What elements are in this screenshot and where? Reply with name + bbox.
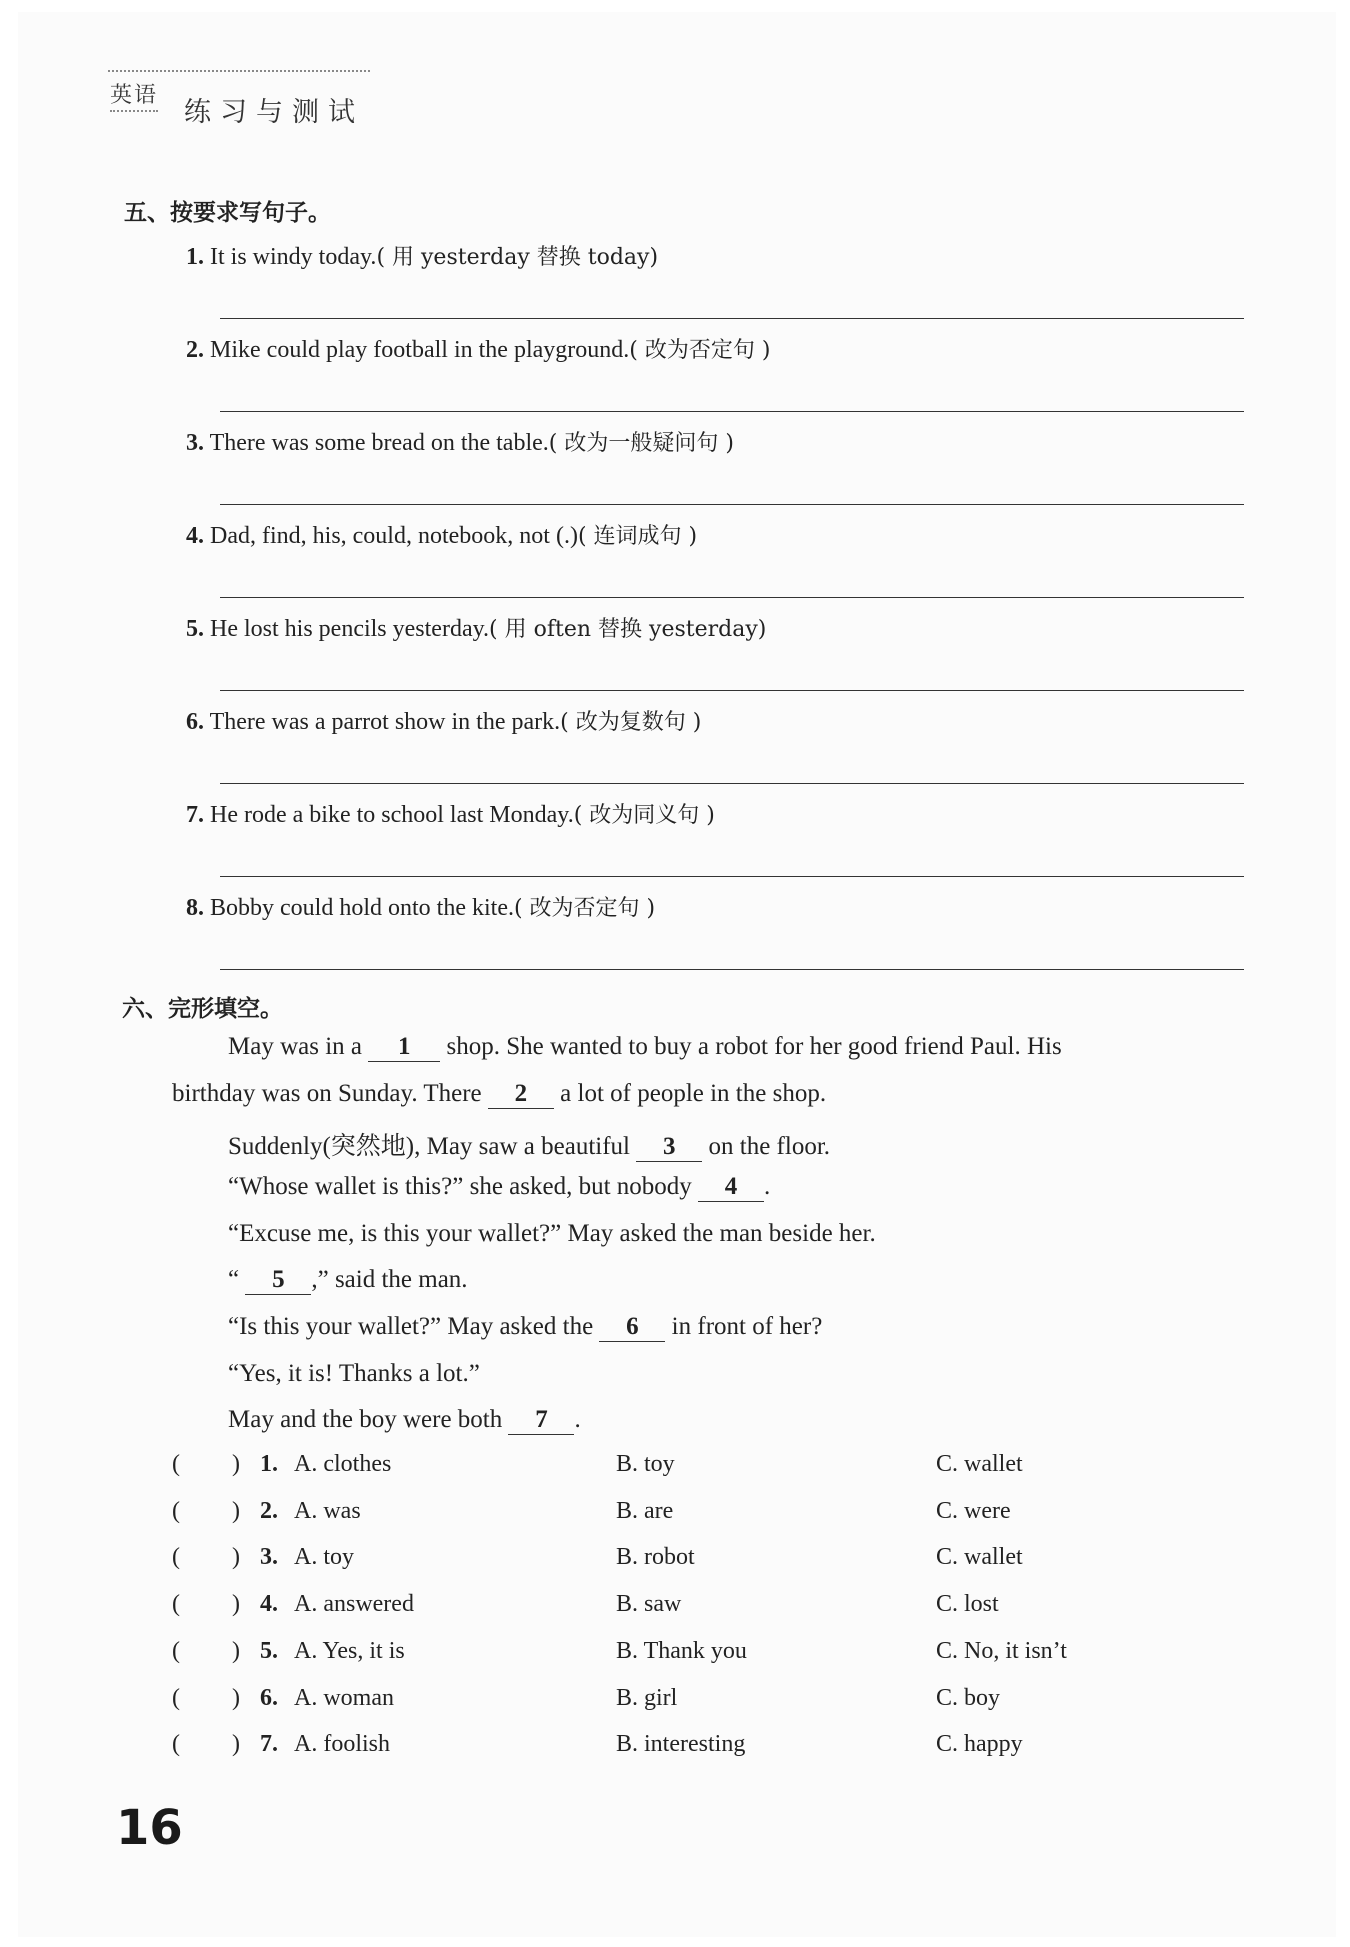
sentence-item <box>186 519 697 550</box>
answer-line[interactable] <box>220 783 1244 784</box>
item-number: 8. <box>186 895 204 921</box>
answer-paren-close[interactable]: ) <box>232 1591 240 1618</box>
item-number: 7. <box>186 802 204 828</box>
option-c: C. happy <box>936 1731 1023 1758</box>
item-number: 2. <box>186 337 204 363</box>
option-a: A. answered <box>294 1591 414 1618</box>
blank-4: 4 <box>698 1173 764 1202</box>
answer-line[interactable] <box>220 876 1244 877</box>
option-b: B. toy <box>616 1451 675 1477</box>
passage-line-4: “Whose wallet is this?” she asked, but nobody 4 . <box>228 1173 771 1200</box>
item-sentence: It is windy today. <box>210 244 377 270</box>
option-row <box>172 1591 1172 1625</box>
sentence-item <box>186 333 770 364</box>
answer-paren-close[interactable]: ) <box>232 1497 240 1524</box>
item-instruction: ( 改为一般疑问句 ) <box>548 431 734 456</box>
option-number: 7. <box>260 1731 278 1758</box>
item-number: 4. <box>186 523 204 549</box>
item-sentence: There was some bread on the table. <box>209 430 549 456</box>
item-instruction: ( 改为同义句 ) <box>573 803 715 828</box>
page-number: 16 <box>116 1800 183 1856</box>
answer-line[interactable] <box>220 411 1244 412</box>
option-number: 6. <box>260 1684 278 1711</box>
option-a: A. toy <box>294 1544 354 1571</box>
option-row <box>172 1451 1172 1485</box>
answer-paren-close[interactable]: ) <box>232 1731 240 1758</box>
sentence-item <box>186 612 766 643</box>
item-instruction: ( 改为否定句 ) <box>629 338 771 363</box>
sentence-item <box>186 240 658 271</box>
option-b: B. saw <box>616 1591 682 1618</box>
answer-line[interactable] <box>220 318 1244 319</box>
sentence-item <box>186 891 655 922</box>
item-number: 5. <box>186 616 204 642</box>
answer-paren-open[interactable]: ( <box>172 1684 180 1711</box>
answer-paren-open[interactable]: ( <box>172 1544 180 1571</box>
option-c: C. wallet <box>936 1451 1023 1477</box>
passage-line-8: “Yes, it is! Thanks a lot.” <box>228 1360 480 1387</box>
blank-6: 6 <box>599 1313 665 1342</box>
option-number: 1. <box>260 1451 278 1477</box>
section6-title: 六、完形填空。 <box>122 996 283 1022</box>
sentence-item <box>186 426 734 457</box>
item-sentence: Dad, find, his, could, notebook, not (.) <box>210 523 578 549</box>
option-a: A. foolish <box>294 1731 390 1758</box>
option-a: A. Yes, it is <box>294 1637 405 1664</box>
option-c: C. No, it isn’t <box>936 1637 1067 1664</box>
item-instruction: ( 用 often 替换 yesterday) <box>489 617 767 642</box>
option-number: 2. <box>260 1497 278 1524</box>
option-b: B. Thank you <box>616 1637 747 1664</box>
option-number: 4. <box>260 1591 278 1618</box>
option-row <box>172 1544 1172 1578</box>
item-instruction: ( 用 yesterday 替换 today) <box>376 245 659 270</box>
item-instruction: ( 改为否定句 ) <box>513 896 656 921</box>
option-b: B. girl <box>616 1684 678 1711</box>
option-row <box>172 1731 1172 1765</box>
option-c: C. wallet <box>936 1544 1023 1571</box>
answer-line[interactable] <box>220 690 1244 691</box>
passage-line-1: May was in a 1 shop. She wanted to buy a robot for her good friend Paul. His <box>228 1033 1062 1060</box>
item-sentence: He lost his pencils yesterday. <box>210 616 490 642</box>
answer-line[interactable] <box>220 504 1244 505</box>
blank-7: 7 <box>508 1406 574 1435</box>
option-c: C. boy <box>936 1684 1001 1711</box>
answer-paren-close[interactable]: ) <box>232 1637 240 1664</box>
item-sentence: He rode a bike to school last Monday. <box>210 802 574 828</box>
option-c: C. were <box>936 1497 1011 1524</box>
option-a: A. was <box>294 1497 361 1524</box>
sentence-item <box>186 798 715 829</box>
option-row <box>172 1685 1172 1719</box>
answer-paren-open[interactable]: ( <box>172 1451 180 1477</box>
answer-line[interactable] <box>220 597 1244 598</box>
answer-paren-close[interactable]: ) <box>232 1684 240 1711</box>
option-a: A. clothes <box>294 1451 392 1477</box>
answer-paren-open[interactable]: ( <box>172 1497 180 1524</box>
sentence-item <box>186 705 701 736</box>
header-dotted-rule <box>108 70 370 72</box>
item-number: 6. <box>186 709 204 735</box>
answer-paren-open[interactable]: ( <box>172 1731 180 1758</box>
blank-1: 1 <box>368 1033 440 1062</box>
passage-line-3: Suddenly(突然地), May saw a beautiful 3 on the floor. <box>228 1133 831 1160</box>
item-number: 1. <box>186 244 204 270</box>
subject-label: 英语 <box>110 78 158 112</box>
blank-5: 5 <box>245 1266 311 1295</box>
section5-title: 五、按要求写句子。 <box>124 200 331 226</box>
passage-line-2: birthday was on Sunday. There 2 a lot of people in the shop. <box>172 1080 827 1107</box>
item-sentence: There was a parrot show in the park. <box>209 709 561 735</box>
option-a: A. woman <box>294 1684 394 1711</box>
option-b: B. robot <box>616 1544 695 1571</box>
item-instruction: ( 连词成句 ) <box>577 524 698 549</box>
answer-paren-open[interactable]: ( <box>172 1591 180 1618</box>
item-number: 3. <box>186 430 204 456</box>
blank-3: 3 <box>636 1133 702 1162</box>
item-sentence: Mike could play football in the playground. <box>210 337 630 363</box>
option-row <box>172 1498 1172 1532</box>
passage-line-5: “Excuse me, is this your wallet?” May asked the man beside her. <box>228 1220 876 1247</box>
option-b: B. are <box>616 1497 674 1524</box>
answer-paren-close[interactable]: ) <box>232 1544 240 1571</box>
answer-paren-open[interactable]: ( <box>172 1637 180 1664</box>
answer-line[interactable] <box>220 969 1244 970</box>
series-title: 练习与测试 <box>184 97 364 128</box>
item-instruction: ( 改为复数句 ) <box>560 710 702 735</box>
option-b: B. interesting <box>616 1731 746 1758</box>
answer-paren-close[interactable]: ) <box>232 1451 240 1477</box>
option-number: 5. <box>260 1637 278 1664</box>
passage-line-7: “Is this your wallet?” May asked the 6 in front of her? <box>228 1313 823 1340</box>
option-c: C. lost <box>936 1591 999 1618</box>
blank-2: 2 <box>488 1080 554 1109</box>
passage-line-6: “ 5 ,” said the man. <box>228 1266 468 1293</box>
option-number: 3. <box>260 1544 278 1571</box>
item-sentence: Bobby could hold onto the kite. <box>210 895 514 921</box>
option-row <box>172 1638 1172 1672</box>
passage-line-9: May and the boy were both 7 . <box>228 1406 581 1433</box>
